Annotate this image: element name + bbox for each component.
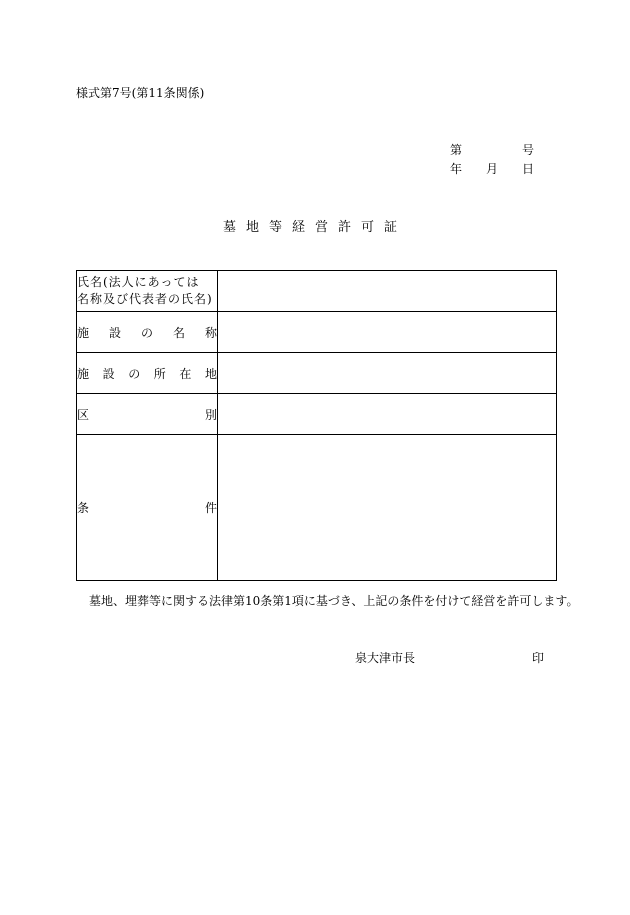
table-row bbox=[77, 312, 557, 353]
label-char: 地 bbox=[204, 366, 217, 381]
label-char: 在 bbox=[179, 366, 192, 381]
label-char: 条 bbox=[77, 501, 90, 515]
label-char: 施 bbox=[77, 325, 90, 340]
category-field[interactable] bbox=[218, 394, 557, 435]
applicant-label-line2: 名称及び代表者の氏名) bbox=[77, 292, 213, 306]
label-char: 設 bbox=[108, 325, 121, 340]
label-char: 称 bbox=[204, 325, 217, 340]
number-prefix: 第 bbox=[450, 143, 463, 157]
label-char: の bbox=[140, 325, 153, 340]
label-char: の bbox=[128, 366, 141, 381]
applicant-name-label bbox=[77, 271, 218, 312]
facility-name-field[interactable] bbox=[218, 312, 557, 353]
document-title: 墓地等経営許可証 bbox=[222, 220, 407, 235]
conditions-field[interactable] bbox=[218, 435, 557, 581]
seal-mark: 印 bbox=[532, 651, 545, 665]
label-char: 所 bbox=[153, 366, 166, 381]
permit-form-table bbox=[76, 270, 557, 581]
issuer-name: 泉大津市長 bbox=[355, 651, 416, 665]
category-label bbox=[77, 394, 218, 435]
label-char: 件 bbox=[204, 501, 217, 515]
label-char: 区 bbox=[77, 407, 90, 422]
number-suffix: 号 bbox=[522, 143, 535, 157]
table-row bbox=[77, 435, 557, 581]
facility-location-field[interactable] bbox=[218, 353, 557, 394]
date-month: 月 bbox=[486, 162, 499, 176]
permit-statement: 墓地、埋葬等に関する法律第10条第1項に基づき、上記の条件を付けて経営を許可します。 bbox=[89, 594, 579, 608]
table-row bbox=[77, 271, 557, 312]
table-row bbox=[77, 353, 557, 394]
label-char: 名 bbox=[172, 325, 185, 340]
label-char: 施 bbox=[77, 366, 90, 381]
applicant-label-line1: 氏名(法人にあっては bbox=[77, 275, 200, 289]
table-row bbox=[77, 394, 557, 435]
facility-name-label bbox=[77, 312, 218, 353]
conditions-label bbox=[77, 435, 218, 581]
date-day: 日 bbox=[522, 162, 535, 176]
form-number: 様式第7号(第11条関係) bbox=[76, 86, 205, 100]
label-char: 設 bbox=[102, 366, 115, 381]
label-char: 別 bbox=[204, 407, 217, 422]
applicant-name-field[interactable] bbox=[218, 271, 557, 312]
facility-location-label bbox=[77, 353, 218, 394]
date-year: 年 bbox=[450, 162, 463, 176]
